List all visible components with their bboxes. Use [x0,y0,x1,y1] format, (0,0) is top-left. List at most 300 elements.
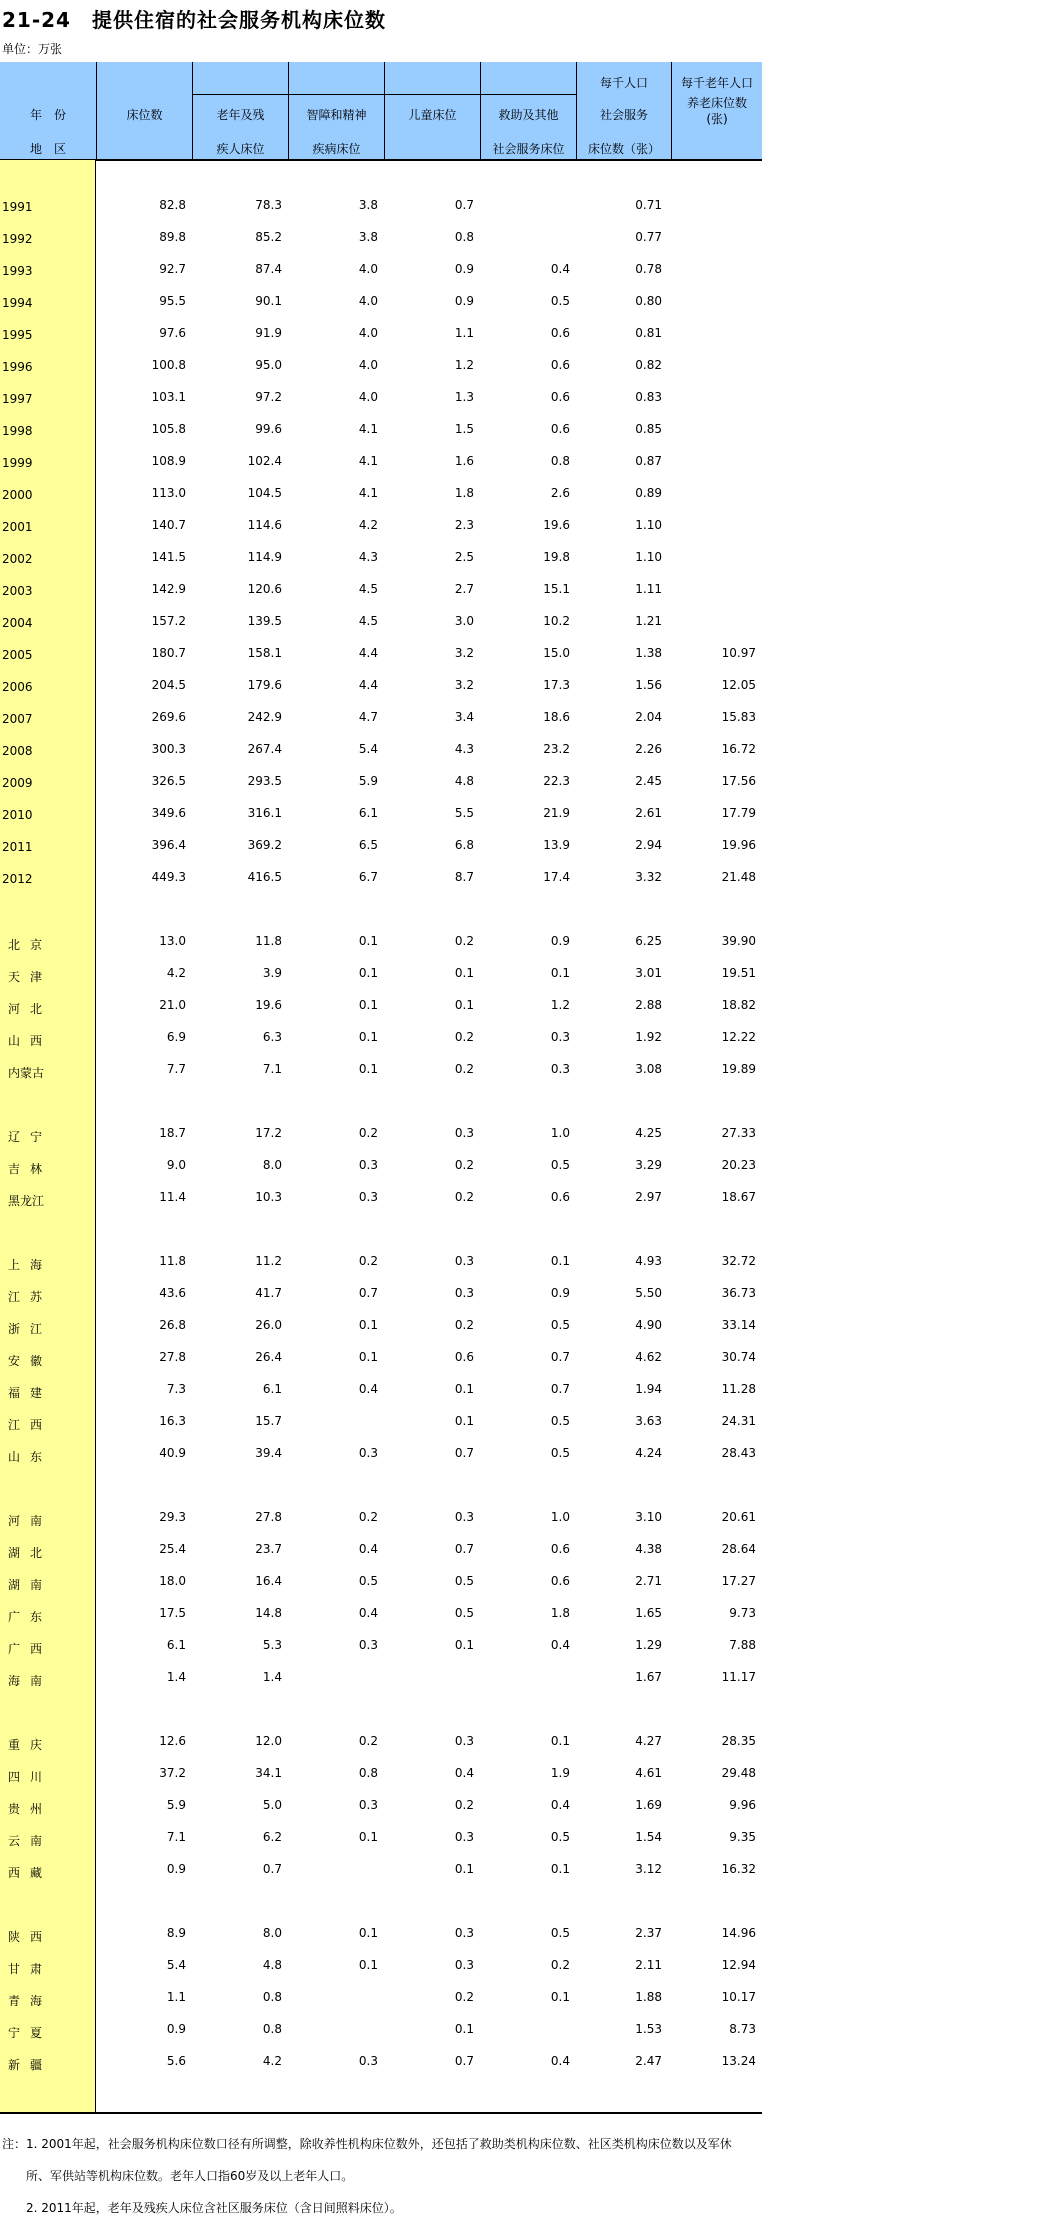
cell-per-thousand: 1.53 [635,2022,662,2036]
cell-per-thousand: 2.88 [635,998,662,1012]
cell-mental-beds: 0.1 [358,1062,378,1076]
cell-elderly-beds: 16.4 [255,1574,282,1588]
table-row [0,1662,762,1694]
cell-per-thousand: 1.21 [635,614,662,628]
cell-beds: 141.5 [151,550,186,564]
cell-per-thousand: 2.26 [635,742,662,756]
cell-relief-beds: 0.1 [550,1862,570,1876]
cell-elderly-beds: 316.1 [247,806,282,820]
cell-elderly-per-thousand: 10.97 [721,646,756,660]
cell-relief-beds: 23.2 [543,742,570,756]
cell-beds: 396.4 [151,838,186,852]
header-bottom-rule [0,159,762,161]
cell-children-beds: 1.6 [454,454,474,468]
cell-relief-beds: 0.6 [550,1190,570,1204]
cell-per-thousand: 3.08 [635,1062,662,1076]
cell-mental-beds: 6.5 [358,838,378,852]
cell-beds: 140.7 [151,518,186,532]
cell-elderly-per-thousand: 11.17 [721,1670,756,1684]
cell-elderly-beds: 11.8 [255,934,282,948]
table-row [0,830,762,862]
cell-relief-beds: 0.5 [550,1830,570,1844]
header-elderly-per-thousand: 每千老年人口 养老床位数 (张) [671,62,762,160]
table-title: 21-24 提供住宿的社会服务机构床位数 [2,8,386,32]
table-row [0,990,762,1022]
cell-children-beds: 0.4 [454,1766,474,1780]
cell-mental-beds: 6.1 [358,806,378,820]
cell-beds: 92.7 [159,262,186,276]
cell-elderly-per-thousand: 39.90 [721,934,756,948]
cell-mental-beds: 0.1 [358,1926,378,1940]
table-row [0,478,762,510]
table-row [0,1854,762,1886]
cell-relief-beds: 0.6 [550,326,570,340]
cell-children-beds: 6.8 [454,838,474,852]
cell-beds: 100.8 [151,358,186,372]
cell-per-thousand: 1.54 [635,1830,662,1844]
cell-beds: 21.0 [159,998,186,1012]
cell-relief-beds: 19.8 [543,550,570,564]
cell-beds: 82.8 [159,198,186,212]
year-label: 2006 [2,680,33,694]
year-label: 1994 [2,296,33,310]
cell-mental-beds: 6.7 [358,870,378,884]
cell-children-beds: 0.7 [454,198,474,212]
table-row [0,1598,762,1630]
cell-elderly-beds: 78.3 [255,198,282,212]
region-label: 辽宁 [8,1130,53,1144]
region-label: 山西 [8,1034,53,1048]
cell-per-thousand: 5.50 [635,1286,662,1300]
cell-mental-beds: 0.3 [358,1798,378,1812]
cell-elderly-beds: 14.8 [255,1606,282,1620]
cell-per-thousand: 4.24 [635,1446,662,1460]
cell-elderly-beds: 4.8 [262,1958,282,1972]
region-label: 黑龙江 [8,1194,45,1208]
cell-elderly-per-thousand: 33.14 [721,1318,756,1332]
table-row [0,702,762,734]
cell-per-thousand: 1.69 [635,1798,662,1812]
cell-elderly-beds: 27.8 [255,1510,282,1524]
cell-elderly-per-thousand: 17.79 [721,806,756,820]
table-row [0,1182,762,1214]
cell-mental-beds: 0.1 [358,1830,378,1844]
table-row [0,1278,762,1310]
table-row [0,542,762,574]
cell-children-beds: 0.2 [454,1990,474,2004]
cell-elderly-per-thousand: 20.23 [721,1158,756,1172]
cell-elderly-per-thousand: 19.89 [721,1062,756,1076]
cell-beds: 105.8 [151,422,186,436]
cell-per-thousand: 2.11 [635,1958,662,1972]
cell-relief-beds: 19.6 [543,518,570,532]
header-stub [0,62,96,160]
cell-mental-beds: 0.1 [358,1318,378,1332]
cell-relief-beds: 0.5 [550,1414,570,1428]
cell-children-beds: 2.5 [454,550,474,564]
cell-beds: 6.9 [166,1030,186,1044]
cell-relief-beds: 0.7 [550,1382,570,1396]
cell-beds: 26.8 [159,1318,186,1332]
table-row [0,798,762,830]
cell-mental-beds: 4.1 [358,454,378,468]
cell-relief-beds: 17.3 [543,678,570,692]
cell-elderly-per-thousand: 7.88 [729,1638,756,1652]
cell-elderly-beds: 91.9 [255,326,282,340]
cell-mental-beds: 0.3 [358,1190,378,1204]
cell-relief-beds: 0.3 [550,1030,570,1044]
region-label: 四川 [8,1770,53,1784]
table-row [0,1374,762,1406]
cell-mental-beds: 0.1 [358,1030,378,1044]
cell-per-thousand: 0.82 [635,358,662,372]
cell-elderly-beds: 90.1 [255,294,282,308]
cell-mental-beds: 0.2 [358,1126,378,1140]
cell-per-thousand: 1.92 [635,1030,662,1044]
region-label: 浙江 [8,1322,53,1336]
cell-per-thousand: 0.89 [635,486,662,500]
header-beds: 床位数 [96,62,192,160]
region-label: 云南 [8,1834,53,1848]
cell-per-thousand: 1.10 [635,550,662,564]
cell-beds: 142.9 [151,582,186,596]
cell-elderly-per-thousand: 19.51 [721,966,756,980]
cell-children-beds: 0.3 [454,1958,474,1972]
table-row [0,1950,762,1982]
cell-elderly-beds: 12.0 [255,1734,282,1748]
cell-beds: 6.1 [166,1638,186,1652]
cell-mental-beds: 0.2 [358,1254,378,1268]
cell-beds: 103.1 [151,390,186,404]
cell-relief-beds: 1.0 [550,1510,570,1524]
year-label: 2003 [2,584,33,598]
table-row [0,446,762,478]
cell-per-thousand: 1.94 [635,1382,662,1396]
cell-per-thousand: 1.10 [635,518,662,532]
year-label: 1998 [2,424,33,438]
cell-children-beds: 0.8 [454,230,474,244]
cell-relief-beds: 0.4 [550,1798,570,1812]
cell-elderly-per-thousand: 9.96 [729,1798,756,1812]
table-row [0,1310,762,1342]
cell-children-beds: 3.0 [454,614,474,628]
cell-mental-beds: 0.3 [358,1446,378,1460]
table-row [0,190,762,222]
cell-relief-beds: 0.6 [550,422,570,436]
table-row [0,606,762,638]
cell-per-thousand: 1.67 [635,1670,662,1684]
footnotes [2,2128,732,2224]
cell-relief-beds: 0.3 [550,1062,570,1076]
cell-elderly-beds: 10.3 [255,1190,282,1204]
cell-beds: 8.9 [166,1926,186,1940]
table-bottom-rule [0,2112,762,2114]
cell-elderly-beds: 158.1 [247,646,282,660]
cell-beds: 204.5 [151,678,186,692]
cell-elderly-beds: 8.0 [262,1158,282,1172]
cell-children-beds: 0.7 [454,1542,474,1556]
unit-label: 单位：万张 [2,42,63,56]
cell-mental-beds: 0.7 [358,1286,378,1300]
cell-children-beds: 3.2 [454,678,474,692]
cell-per-thousand: 6.25 [635,934,662,948]
cell-mental-beds: 0.3 [358,2054,378,2068]
cell-elderly-beds: 17.2 [255,1126,282,1140]
cell-mental-beds: 0.4 [358,1606,378,1620]
cell-per-thousand: 1.38 [635,646,662,660]
cell-children-beds: 0.2 [454,1798,474,1812]
cell-per-thousand: 3.32 [635,870,662,884]
cell-relief-beds: 0.2 [550,1958,570,1972]
cell-relief-beds: 0.9 [550,1286,570,1300]
cell-children-beds: 0.5 [454,1574,474,1588]
cell-beds: 1.1 [166,1990,186,2004]
cell-per-thousand: 2.45 [635,774,662,788]
table-row [0,1150,762,1182]
cell-beds: 5.9 [166,1798,186,1812]
cell-per-thousand: 3.63 [635,1414,662,1428]
region-label: 内蒙古 [8,1066,45,1080]
cell-mental-beds: 0.1 [358,934,378,948]
cell-mental-beds: 4.2 [358,518,378,532]
region-label: 湖南 [8,1578,53,1592]
cell-children-beds: 2.3 [454,518,474,532]
table-row [0,1982,762,2014]
cell-mental-beds: 0.8 [358,1766,378,1780]
cell-per-thousand: 1.11 [635,582,662,596]
header-stub-year: 年 份 [29,108,66,122]
cell-elderly-beds: 0.7 [262,1862,282,1876]
cell-mental-beds: 4.5 [358,614,378,628]
cell-relief-beds: 21.9 [543,806,570,820]
cell-per-thousand: 0.77 [635,230,662,244]
cell-mental-beds: 4.3 [358,550,378,564]
cell-beds: 9.0 [166,1158,186,1172]
cell-beds: 25.4 [159,1542,186,1556]
cell-relief-beds: 15.0 [543,646,570,660]
cell-per-thousand: 2.97 [635,1190,662,1204]
cell-elderly-beds: 104.5 [247,486,282,500]
cell-elderly-per-thousand: 18.82 [721,998,756,1012]
cell-elderly-beds: 293.5 [247,774,282,788]
table-row [0,1726,762,1758]
table-row [0,1438,762,1470]
region-label: 山东 [8,1450,53,1464]
table-row [0,510,762,542]
cell-elderly-beds: 179.6 [247,678,282,692]
cell-beds: 326.5 [151,774,186,788]
cell-mental-beds: 0.2 [358,1734,378,1748]
region-label: 江西 [8,1418,53,1432]
header-stub-region: 地 区 [29,142,66,156]
year-label: 2004 [2,616,33,630]
cell-beds: 37.2 [159,1766,186,1780]
cell-beds: 11.8 [159,1254,186,1268]
cell-children-beds: 1.1 [454,326,474,340]
table-row [0,1054,762,1086]
cell-children-beds: 0.2 [454,1030,474,1044]
cell-elderly-beds: 5.3 [262,1638,282,1652]
cell-elderly-per-thousand: 17.56 [721,774,756,788]
cell-elderly-per-thousand: 12.94 [721,1958,756,1972]
cell-children-beds: 0.1 [454,998,474,1012]
note-line: 2. 2011年起，老年及残疾人床位含社区服务床位（含日间照料床位）。 [2,2201,402,2215]
cell-relief-beds: 0.9 [550,934,570,948]
year-label: 1995 [2,328,33,342]
cell-elderly-per-thousand: 19.96 [721,838,756,852]
table-row [0,1118,762,1150]
cell-children-beds: 0.3 [454,1734,474,1748]
table-row [0,222,762,254]
cell-beds: 1.4 [166,1670,186,1684]
cell-mental-beds: 0.1 [358,998,378,1012]
cell-relief-beds: 0.6 [550,1542,570,1556]
cell-relief-beds: 15.1 [543,582,570,596]
cell-relief-beds: 22.3 [543,774,570,788]
cell-elderly-beds: 6.1 [262,1382,282,1396]
year-label: 1993 [2,264,33,278]
cell-mental-beds: 0.1 [358,966,378,980]
cell-elderly-beds: 15.7 [255,1414,282,1428]
cell-elderly-per-thousand: 28.43 [721,1446,756,1460]
region-label: 广东 [8,1610,53,1624]
table-row [0,382,762,414]
header-relief: 救助及其他 社会服务床位 [480,62,576,160]
cell-relief-beds: 0.1 [550,966,570,980]
cell-mental-beds: 4.1 [358,422,378,436]
cell-elderly-per-thousand: 27.33 [721,1126,756,1140]
table-row [0,1246,762,1278]
cell-elderly-per-thousand: 11.28 [721,1382,756,1396]
cell-elderly-beds: 6.2 [262,1830,282,1844]
cell-per-thousand: 0.78 [635,262,662,276]
cell-children-beds: 2.7 [454,582,474,596]
table-row [0,1406,762,1438]
cell-children-beds: 0.3 [454,1926,474,1940]
year-label: 1992 [2,232,33,246]
cell-children-beds: 0.2 [454,934,474,948]
cell-elderly-per-thousand: 20.61 [721,1510,756,1524]
cell-per-thousand: 0.71 [635,198,662,212]
year-label: 2005 [2,648,33,662]
cell-mental-beds: 0.4 [358,1542,378,1556]
cell-per-thousand: 4.27 [635,1734,662,1748]
cell-elderly-beds: 369.2 [247,838,282,852]
cell-children-beds: 3.2 [454,646,474,660]
cell-mental-beds: 3.8 [358,198,378,212]
cell-per-thousand: 2.71 [635,1574,662,1588]
cell-relief-beds: 1.9 [550,1766,570,1780]
cell-beds: 40.9 [159,1446,186,1460]
cell-per-thousand: 2.04 [635,710,662,724]
cell-children-beds: 0.3 [454,1126,474,1140]
cell-relief-beds: 0.6 [550,390,570,404]
cell-relief-beds: 17.4 [543,870,570,884]
cell-beds: 16.3 [159,1414,186,1428]
cell-relief-beds: 0.4 [550,262,570,276]
cell-mental-beds: 4.0 [358,262,378,276]
cell-beds: 113.0 [151,486,186,500]
cell-mental-beds: 0.1 [358,1958,378,1972]
cell-elderly-beds: 1.4 [262,1670,282,1684]
cell-elderly-beds: 5.0 [262,1798,282,1812]
region-label: 江苏 [8,1290,53,1304]
cell-relief-beds: 0.1 [550,1254,570,1268]
cell-relief-beds: 0.1 [550,1734,570,1748]
cell-beds: 0.9 [166,1862,186,1876]
cell-per-thousand: 0.87 [635,454,662,468]
cell-per-thousand: 1.56 [635,678,662,692]
cell-mental-beds: 4.1 [358,486,378,500]
region-label: 陕西 [8,1930,53,1944]
cell-beds: 300.3 [151,742,186,756]
cell-elderly-beds: 97.2 [255,390,282,404]
cell-elderly-beds: 6.3 [262,1030,282,1044]
cell-children-beds: 1.2 [454,358,474,372]
cell-elderly-per-thousand: 16.72 [721,742,756,756]
cell-elderly-beds: 26.4 [255,1350,282,1364]
cell-mental-beds: 4.0 [358,390,378,404]
region-label: 广西 [8,1642,53,1656]
cell-beds: 89.8 [159,230,186,244]
cell-children-beds: 0.1 [454,1382,474,1396]
table-row [0,734,762,766]
year-label: 2001 [2,520,33,534]
cell-elderly-per-thousand: 21.48 [721,870,756,884]
cell-mental-beds: 4.0 [358,326,378,340]
cell-mental-beds: 0.4 [358,1382,378,1396]
cell-beds: 157.2 [151,614,186,628]
cell-children-beds: 1.8 [454,486,474,500]
cell-beds: 18.0 [159,1574,186,1588]
cell-children-beds: 0.3 [454,1510,474,1524]
cell-elderly-beds: 416.5 [247,870,282,884]
cell-elderly-per-thousand: 18.67 [721,1190,756,1204]
region-label: 贵州 [8,1802,53,1816]
cell-elderly-per-thousand: 28.64 [721,1542,756,1556]
cell-beds: 97.6 [159,326,186,340]
cell-children-beds: 0.7 [454,2054,474,2068]
cell-elderly-beds: 120.6 [247,582,282,596]
cell-relief-beds: 0.4 [550,1638,570,1652]
cell-children-beds: 5.5 [454,806,474,820]
cell-children-beds: 4.3 [454,742,474,756]
cell-beds: 27.8 [159,1350,186,1364]
cell-children-beds: 3.4 [454,710,474,724]
table-row [0,1790,762,1822]
cell-mental-beds: 0.3 [358,1638,378,1652]
region-label: 宁夏 [8,2026,53,2040]
cell-elderly-beds: 114.9 [247,550,282,564]
table-row [0,574,762,606]
region-label: 新疆 [8,2058,53,2072]
cell-beds: 43.6 [159,1286,186,1300]
cell-relief-beds: 0.8 [550,454,570,468]
cell-children-beds: 0.1 [454,2022,474,2036]
cell-elderly-beds: 242.9 [247,710,282,724]
cell-per-thousand: 4.25 [635,1126,662,1140]
year-label: 1999 [2,456,33,470]
cell-mental-beds: 4.4 [358,646,378,660]
table-row [0,318,762,350]
cell-per-thousand: 4.62 [635,1350,662,1364]
cell-beds: 7.3 [166,1382,186,1396]
cell-children-beds: 4.8 [454,774,474,788]
cell-beds: 7.7 [166,1062,186,1076]
cell-per-thousand: 1.88 [635,1990,662,2004]
year-label: 2008 [2,744,33,758]
cell-per-thousand: 0.80 [635,294,662,308]
